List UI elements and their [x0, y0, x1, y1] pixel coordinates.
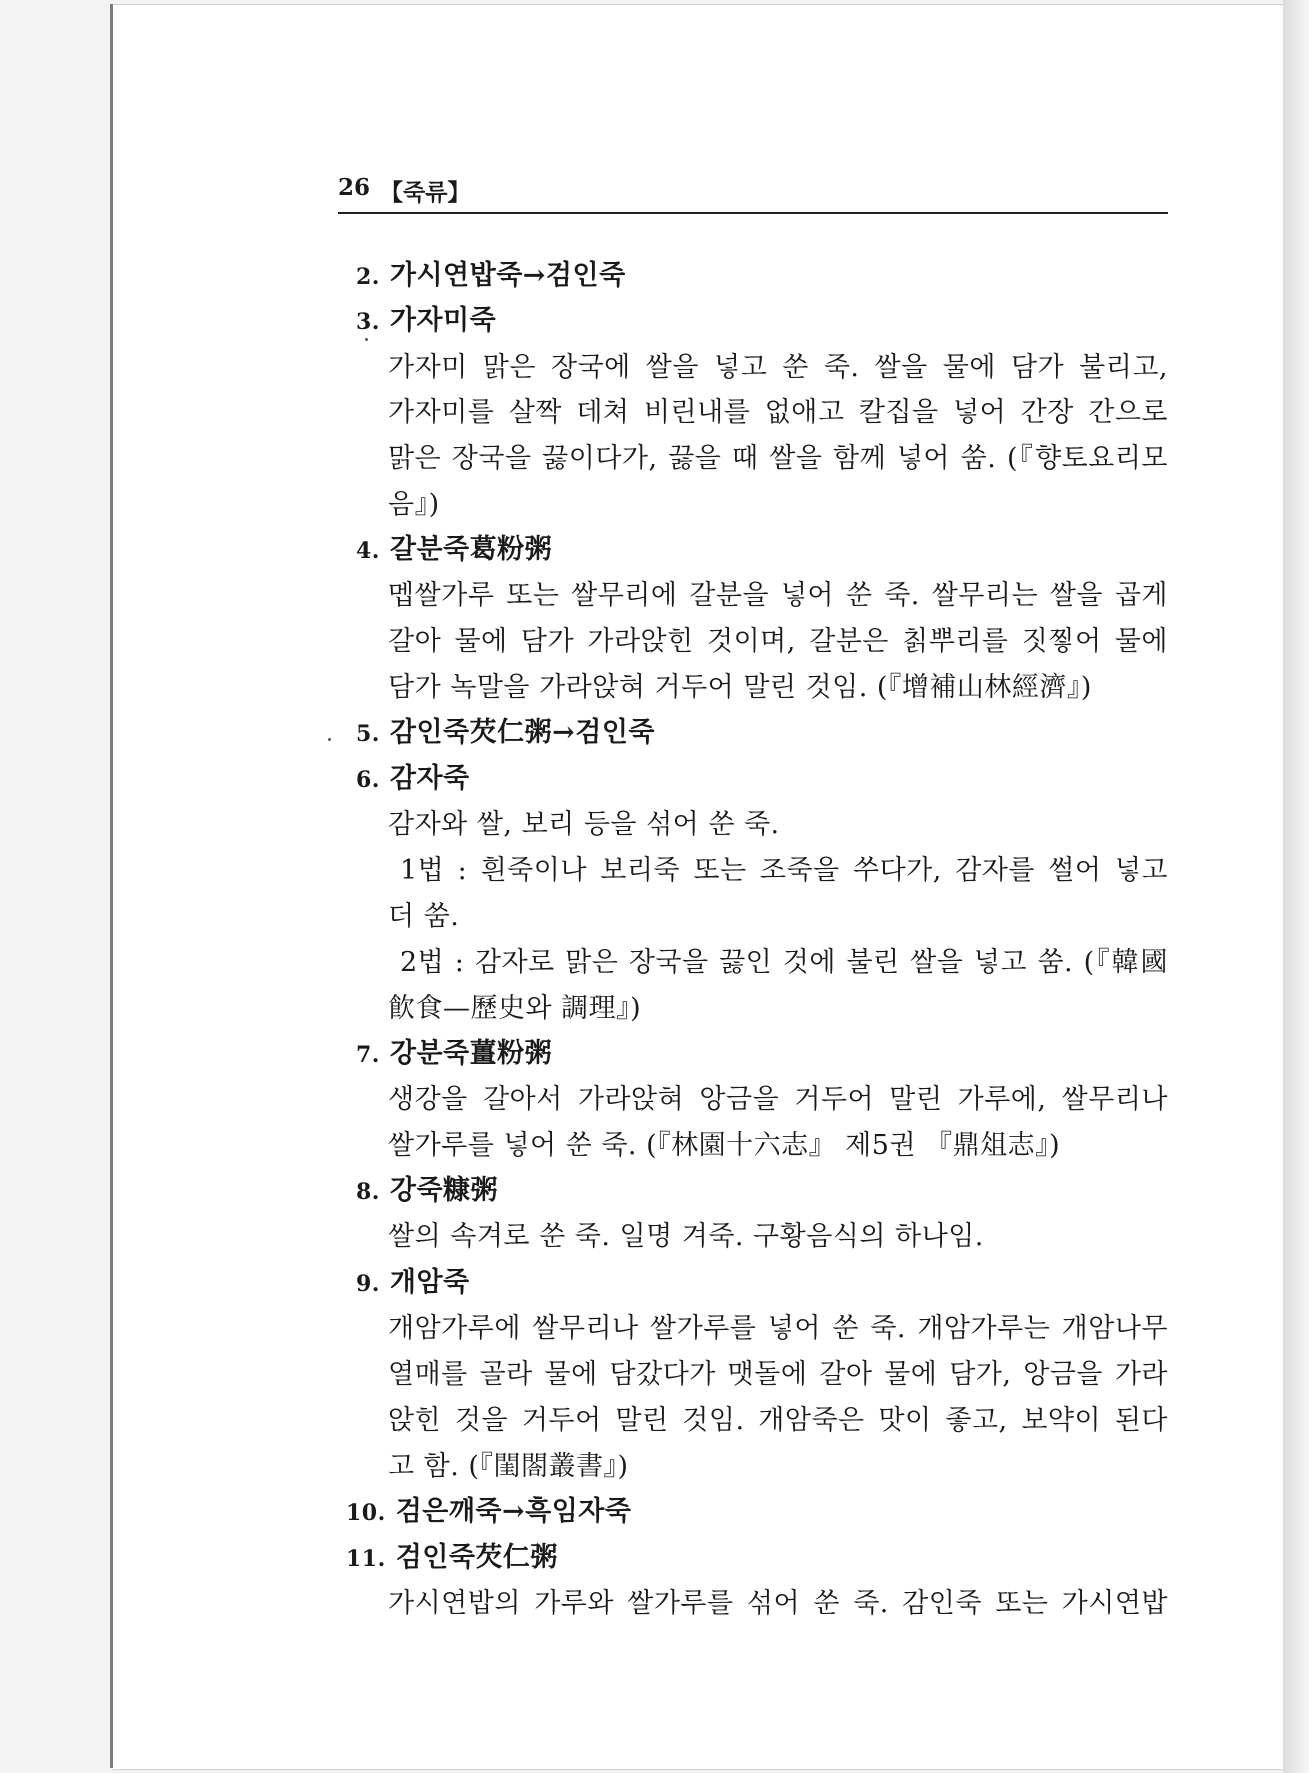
- entry-heading: 가시연밥죽→검인죽: [389, 260, 626, 291]
- entry-number: 7.: [356, 1042, 380, 1068]
- entry-number: 9.: [356, 1271, 380, 1297]
- entry-body-line: 고 함. (『閨閤叢書』): [388, 1451, 629, 1482]
- entry-number: 5.: [356, 721, 380, 747]
- entry-heading: 강죽糠粥: [389, 1175, 499, 1206]
- entry-heading: 강분죽薑粉粥: [389, 1038, 553, 1069]
- entry-title: [356, 1260, 470, 1299]
- entry-title: [356, 253, 626, 292]
- entry-body-line: 2법 : 감자로 맑은 장국을 끓인 것에 불린 쌀을 넣고 쑴. (『韓國: [400, 947, 1168, 978]
- entry-number: 6.: [356, 767, 380, 793]
- entry-body-line: 가자미를 살짝 데쳐 비린내를 없애고 칼집을 넣어 간장 간으로: [388, 397, 1168, 428]
- entry-title: [356, 527, 552, 566]
- entry-heading: 검은깨죽→흑임자죽: [395, 1496, 632, 1527]
- entry-heading: 가자미죽: [389, 305, 497, 336]
- entry-number: 4.: [356, 538, 380, 564]
- entry-title: [346, 1535, 558, 1574]
- entry-body-line: 맑은 장국을 끓이다가, 끓을 때 쌀을 함께 넣어 쑴. (『향토요리모: [388, 443, 1168, 474]
- stray-mark: [365, 338, 368, 341]
- entry-body-line: 담가 녹말을 가라앉혀 거두어 말린 것임. (『增補山林經濟』): [388, 672, 1092, 703]
- entry-number: 11.: [346, 1546, 386, 1572]
- entry-number: 8.: [356, 1179, 380, 1205]
- section-title: 【죽류】: [380, 179, 471, 206]
- entry-title: [356, 1031, 552, 1070]
- entry-title: [356, 298, 496, 337]
- entry-body-line: 1법 : 흰죽이나 보리죽 또는 조죽을 쑤다가, 감자를 썰어 넣고: [400, 855, 1168, 886]
- entry-title: [356, 710, 655, 749]
- entry-body-line: 생강을 갈아서 가라앉혀 앙금을 거두어 말린 가루에, 쌀무리나: [388, 1084, 1168, 1115]
- entry-title: [346, 1489, 631, 1528]
- page-number: 26: [338, 174, 371, 201]
- entry-body-line: 감자와 쌀, 보리 등을 섞어 쑨 죽.: [388, 809, 780, 840]
- entry-number: 2.: [356, 264, 380, 290]
- entry-body-line: 가시연밥의 가루와 쌀가루를 섞어 쑨 죽. 감인죽 또는 가시연밥: [388, 1588, 1168, 1619]
- entry-number: 3.: [356, 309, 380, 335]
- entry-heading: 감자죽: [389, 763, 470, 794]
- entry-number: 10.: [346, 1500, 386, 1526]
- entry-body-line: 멥쌀가루 또는 쌀무리에 갈분을 넣어 쑨 죽. 쌀무리는 쌀을 곱게: [388, 580, 1168, 611]
- entry-body-line: 열매를 골라 물에 담갔다가 맷돌에 갈아 물에 담가, 앙금을 가라: [388, 1359, 1168, 1390]
- entry-body-line: 쌀가루를 넣어 쑨 죽. (『林園十六志』 제5권 『鼎俎志』): [388, 1130, 1061, 1161]
- entry-heading: 개암죽: [389, 1267, 470, 1298]
- entry-heading: 갈분죽葛粉粥: [389, 534, 553, 565]
- entry-body-line: 가자미 맑은 장국에 쌀을 넣고 쑨 죽. 쌀을 물에 담가 불리고,: [388, 352, 1168, 383]
- entry-body-line: 갈아 물에 담가 가라앉힌 것이며, 갈분은 칡뿌리를 짓찧어 물에: [388, 626, 1168, 657]
- entry-body-line: 개암가루에 쌀무리나 쌀가루를 넣어 쑨 죽. 개암가루는 개암나무: [388, 1313, 1168, 1344]
- entry-title: [356, 1168, 498, 1207]
- entry-heading: 검인죽芡仁粥: [395, 1542, 558, 1573]
- entry-heading: 감인죽芡仁粥→검인죽: [389, 717, 655, 748]
- entry-body-line: 앉힌 것을 거두어 말린 것임. 개암죽은 맛이 좋고, 보약이 된다: [388, 1405, 1168, 1436]
- stray-mark: [328, 738, 331, 741]
- entry-title: [356, 756, 470, 795]
- entry-body-line: 飮食—歷史와 調理』): [388, 993, 642, 1024]
- entry-body-line: 더 쑴.: [388, 901, 460, 932]
- entry-body-line: 쌀의 속겨로 쑨 죽. 일명 겨죽. 구황음식의 하나임.: [388, 1221, 984, 1252]
- entry-body-line: 음』): [388, 489, 440, 520]
